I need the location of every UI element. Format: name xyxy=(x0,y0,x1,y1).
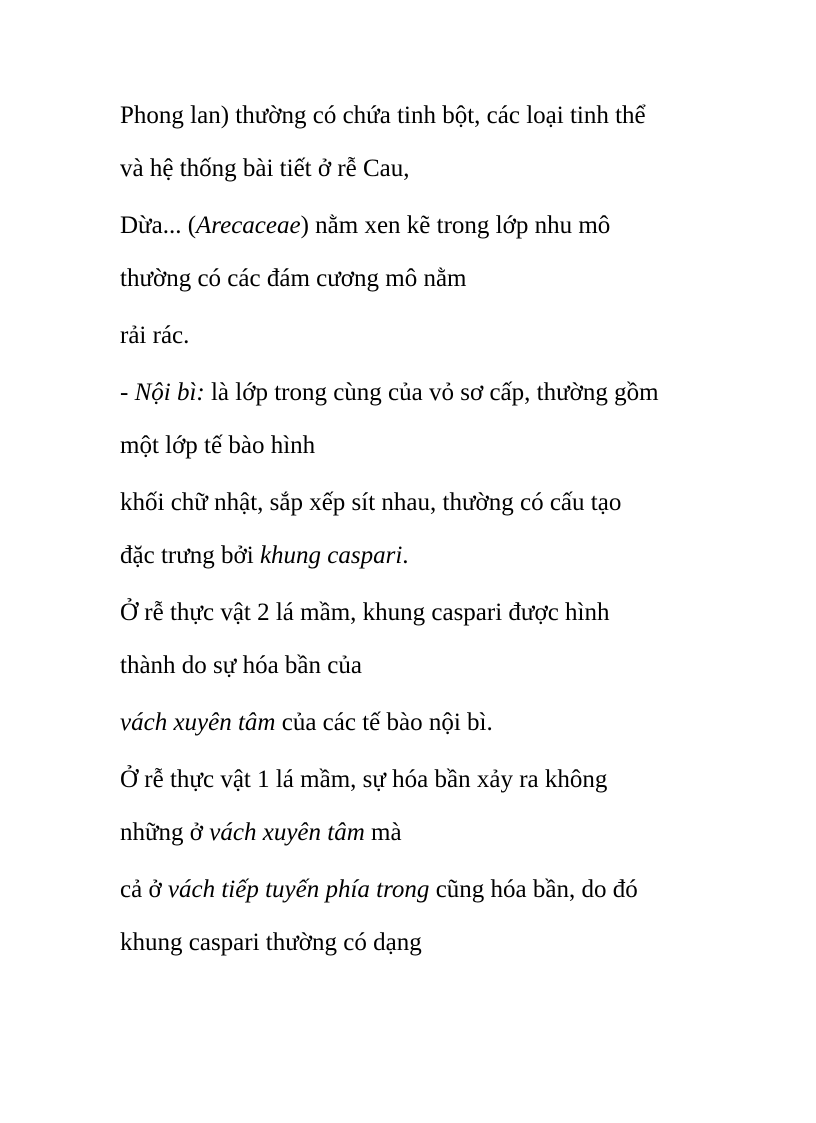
text-line xyxy=(120,488,756,517)
text-run: mà xyxy=(364,819,402,846)
text-run: cũng hóa bần, do đó xyxy=(429,876,638,903)
text-line xyxy=(120,875,756,904)
text-run: - xyxy=(120,379,135,406)
text-run: . xyxy=(402,542,409,569)
text-body xyxy=(120,101,756,957)
italic-term: vách xuyên tâm xyxy=(209,819,365,846)
text-run: một lớp tế bào hình xyxy=(120,432,316,459)
text-line xyxy=(120,541,756,570)
text-line xyxy=(120,708,756,737)
text-run: thành do sự hóa bần của xyxy=(120,652,362,679)
text-run: rải rác. xyxy=(120,322,190,349)
text-run: thường có các đám cương mô nằm xyxy=(120,265,467,292)
text-run: những ở xyxy=(120,819,210,846)
text-line xyxy=(120,928,756,957)
text-line xyxy=(120,818,756,847)
text-line xyxy=(120,378,756,407)
italic-term: khung caspari xyxy=(259,542,403,569)
text-run: Dừa... ( xyxy=(120,212,197,239)
text-run: khối chữ nhật, sắp xếp sít nhau, thường có cấu tạo xyxy=(120,489,622,516)
text-run: Ở rễ thực vật 1 lá mầm, sự hóa bần xảy ra không xyxy=(120,766,608,793)
text-line xyxy=(120,765,756,794)
text-run: khung caspari thường có dạng xyxy=(120,929,422,956)
text-line xyxy=(120,651,756,680)
text-line xyxy=(120,321,756,350)
text-run: đặc trưng bởi xyxy=(120,542,260,569)
italic-term: vách tiếp tuyến phía trong xyxy=(167,876,430,903)
text-line xyxy=(120,264,756,293)
text-run: và hệ thống bài tiết ở rễ Cau, xyxy=(120,155,410,182)
text-line xyxy=(120,154,756,183)
italic-term: Arecaceae xyxy=(196,212,301,239)
text-run: ) nằm xen kẽ trong lớp nhu mô xyxy=(300,212,611,239)
text-line xyxy=(120,101,756,130)
text-run: cả ở xyxy=(120,876,168,903)
text-line xyxy=(120,431,756,460)
text-run: Ở rễ thực vật 2 lá mầm, khung caspari được hình xyxy=(120,599,610,626)
text-run: của các tế bào nội bì. xyxy=(275,709,493,736)
text-line xyxy=(120,211,756,240)
italic-term: vách xuyên tâm xyxy=(120,709,276,736)
text-run: là lớp trong cùng của vỏ sơ cấp, thường gồm xyxy=(204,379,659,406)
italic-term: Nội bì: xyxy=(134,379,205,406)
text-line xyxy=(120,598,756,627)
text-run: Phong lan) thường có chứa tinh bột, các loại tinh thể xyxy=(120,102,646,129)
